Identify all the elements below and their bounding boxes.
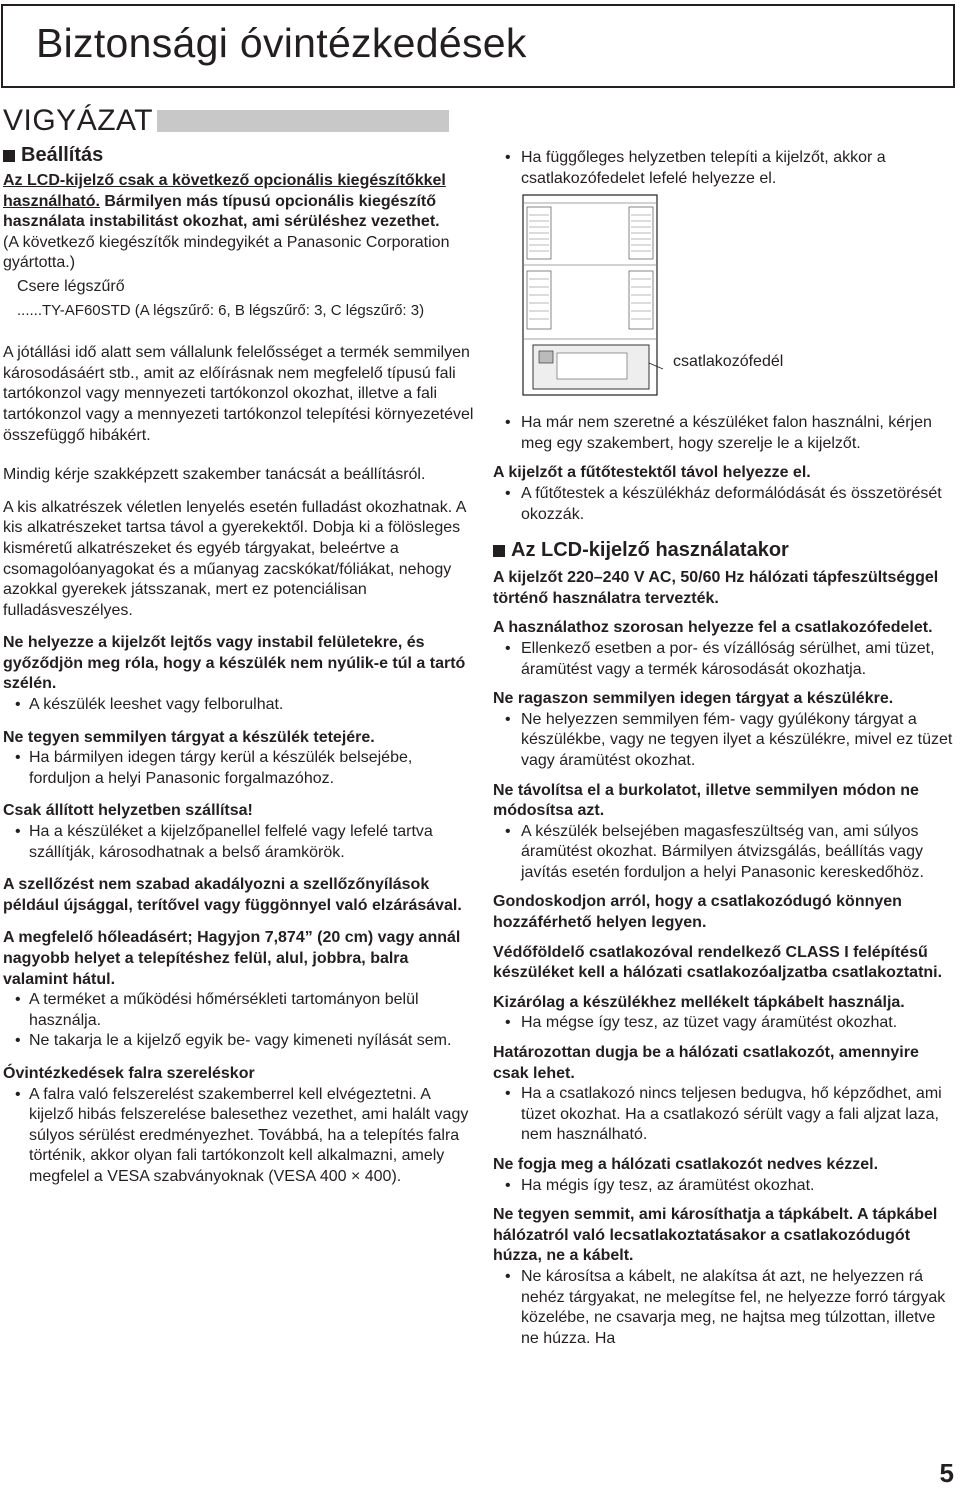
expert-text: Mindig kérje szakképzett szakember tanácsát a beállításról. xyxy=(3,466,426,484)
damage-bullet: • Ne károsítsa a kábelt, ne alakítsa át azt, ne helyezzen rá nehéz tárgyakat, ne melegítse fel, ne helyezze forró tárgyak közelébe, ne csavarja meg, ne hajtsa meg túlzottan, illetve ne húzza. Ha xyxy=(493,1267,955,1349)
display-figure xyxy=(493,193,955,401)
cover-bullet: • Ellenkező esetben a por- és vízállóság sérülhet, ami tüzet, áramütést vagy a termék károsodását okozhatja. xyxy=(493,639,955,680)
slope-heading: Ne helyezze a kijelzőt lejtős vagy instabil felületekre, és győződjön meg róla, hogy a készülék nem nyúlik-e túl a tartó szélén. xyxy=(3,634,466,693)
casing-heading: Ne távolítsa el a burkolatot, illetve semmilyen módon ne módosítsa azt. xyxy=(493,781,919,820)
caution-bar xyxy=(157,110,449,132)
warranty-b: , amit az előírásnak nem megfelelő típusú fali tartókonzol vagy mennyezeti tartókonzol okozhat, illetve a fali tartókonzol vagy a mennyezeti tartókonzol telepítési környezetével összefüggő hibákért. xyxy=(3,364,474,444)
top-bullet: • Ha bármilyen idegen tárgy kerül a készülék belsejébe, forduljon a helyi Panasonic forgalmazóhoz. xyxy=(3,748,477,789)
intro-text xyxy=(3,171,477,233)
wall-off-bullet: • Ha már nem szeretné a készüléket falon használni, kérjen meg egy szakembert, hogy szerelje le a kijelzőt. xyxy=(493,413,955,454)
voltage-heading: A kijelzőt 220–240 V AC, 50/60 Hz hálózati tápfeszültséggel történő használatra tervezték. xyxy=(493,569,939,607)
heat-heading: A megfelelő hőleadásért; Hagyjon 7,874” (20 cm) vagy annál nagyobb helyet a telepítéshez felül, alul, jobbra, balra valamint hátul. xyxy=(3,929,461,988)
left-column xyxy=(3,100,477,1188)
heat-bullet-1: • A terméket a működési hőmérsékleti tartományon belül használja. xyxy=(3,990,477,1031)
cable-heading: Kizárólag a készülékhez mellékelt tápkábelt használja. xyxy=(493,993,905,1011)
warranty-text xyxy=(3,343,477,446)
heater-heading: A kijelzőt a fűtőtestektől távol helyezze el. xyxy=(493,464,811,482)
small-parts-a: A kis alkatrészek véletlen lenyelés esetén fulladást okozhatnak. A kis alkatrészeket tartsa távol a gyerekektől. xyxy=(3,498,466,537)
small-parts-text xyxy=(3,498,477,622)
small-parts-b: Dobja ki a fölösleges kisméretű alkatrészeket és egyéb tárgyakat, beleértve a csomagolóanyagokat és a műanyag zacskókat/fóliákat, nehogy azokkal gyerekek játsszanak, mert ez potenciálisan fulladásveszélyes. xyxy=(3,519,461,619)
caution-label: VIGYÁZAT xyxy=(3,104,154,137)
wet-bullet: • Ha mégis így tesz, az áramütést okozhat. xyxy=(493,1176,955,1197)
vertical-bullet: • Ha függőleges helyzetben telepíti a kijelzőt, akkor a csatlakozófedelet lefelé helyezze el. xyxy=(493,148,955,189)
plugin-heading: Határozottan dugja be a hálózati csatlakozót, amennyire csak lehet. xyxy=(493,1044,919,1082)
wall-bullet: • A falra való felszerelést szakemberrel kell elvégeztetni. A kijelző hibás felszerelése balesethez vezethet, ami halált vagy súlyos sérülést eredményezhet. Továbbá, ha a telepítés falra történik, akkor olyan fali tartókonzolt kell alkalmazni, amely megfelel a VESA szabványoknak (VESA 400 × 400). xyxy=(3,1085,477,1188)
upright-heading: Csak állított helyzetben szállítsa! xyxy=(3,802,253,820)
intro-note: (A következő kiegészítők mindegyikét a Panasonic Corporation gyártotta.) xyxy=(3,233,450,272)
top-heading: Ne tegyen semmilyen tárgyat a készülék tetejére. xyxy=(3,728,375,746)
heat-bullet-2: • Ne takarja le a kijelző egyik be- vagy kimeneti nyílását sem. xyxy=(3,1031,477,1052)
section-use xyxy=(493,539,955,562)
cable-bullet: • Ha mégse így tesz, az tüzet vagy áramütést okozhat. xyxy=(493,1013,955,1034)
page-number: 5 xyxy=(939,1458,954,1488)
warranty-a: A jótállási idő alatt sem vállalunk felelősséget a termék semmilyen károsodásáért stb. xyxy=(3,344,470,382)
earth-heading: Védőföldelő csatlakozóval rendelkező CLASS I felépítésű készüléket kell a hálózati csatlakozóaljzatba csatlakoztatni. xyxy=(493,943,943,982)
wet-heading: Ne fogja meg a hálózati csatlakozót nedves kézzel. xyxy=(493,1156,879,1173)
foreign-heading: Ne ragaszon semmilyen idegen tárgyat a készülékre. xyxy=(493,690,894,708)
intro-underline: Az LCD-kijelző csak a következő opcionális kiegészítőkkel használható. xyxy=(3,172,446,210)
plugin-bullet: • Ha a csatlakozó nincs teljesen bedugva, hő képződhet, ami tüzet okozhat. Ha a csatlakozó sérült vagy a fali aljzat laza, nem használható. xyxy=(493,1084,955,1146)
vent-heading: A szellőzést nem szabad akadályozni a szellőzőnyílások például újsággal, terítővel vagy függönnyel való elzárásával. xyxy=(3,876,462,914)
page-header xyxy=(1,4,955,88)
filter-model: ......TY-AF60STD (A légszűrő: 6, B légszűrő: 3, C légszűrő: 3) xyxy=(17,301,425,319)
section-setup-title: Beállítás xyxy=(21,144,104,166)
heater-bullet: • A fűtőtestek a készülékház deformálódását és összetörését okozzák. xyxy=(493,484,955,525)
caution-heading xyxy=(3,104,477,138)
right-column xyxy=(493,148,955,1349)
page-title: Biztonsági óvintézkedések xyxy=(36,20,527,66)
casing-bullet: • A készülék belsejében magasfeszültség van, ami súlyos áramütést okozhat. Bármilyen átvizsgálás, beállítás vagy javítás esetén forduljon a helyi Panasonic kereskedőhöz. xyxy=(493,822,955,884)
upright-bullet: • Ha a készüléket a kijelzőpanellel felfelé vagy lefelé tartva szállítják, károsodhatnak a belső áramkörök. xyxy=(3,822,477,863)
section-setup xyxy=(3,144,477,167)
damage-heading: Ne tegyen semmit, ami károsíthatja a tápkábelt. A tápkábel hálózatról való lecsatlakoztatásakor a csatlakozódugót húzza, ne a kábelt. xyxy=(493,1206,938,1265)
intro-rest: Bármilyen más típusú opcionális kiegészítő használata instabilitást okozhat, ami sérüléshez vezethet. xyxy=(3,192,440,231)
square-bullet-icon xyxy=(493,545,505,557)
foreign-bullet: • Ne helyezzen semmilyen fém- vagy gyúlékony tárgyat a készülékbe, vagy ne tegyen ilyet a készülékre, mivel ez tüzet vagy áramütést okozhat. xyxy=(493,710,955,772)
cover-heading: A használathoz szorosan helyezze fel a csatlakozófedelet. xyxy=(493,619,933,637)
square-bullet-icon xyxy=(3,150,15,162)
slope-bullet: • A készülék leeshet vagy felborulhat. xyxy=(3,695,477,716)
plug-access-heading: Gondoskodjon arról, hogy a csatlakozódugó könnyen hozzáférhető helyen legyen. xyxy=(493,893,902,932)
wall-heading: Óvintézkedések falra szereléskor xyxy=(3,1064,255,1082)
section-use-title: Az LCD-kijelző használatakor xyxy=(511,539,789,562)
figure-label-cover: csatlakozófedél xyxy=(673,353,784,371)
filter-label: Csere légszűrő xyxy=(17,277,125,295)
